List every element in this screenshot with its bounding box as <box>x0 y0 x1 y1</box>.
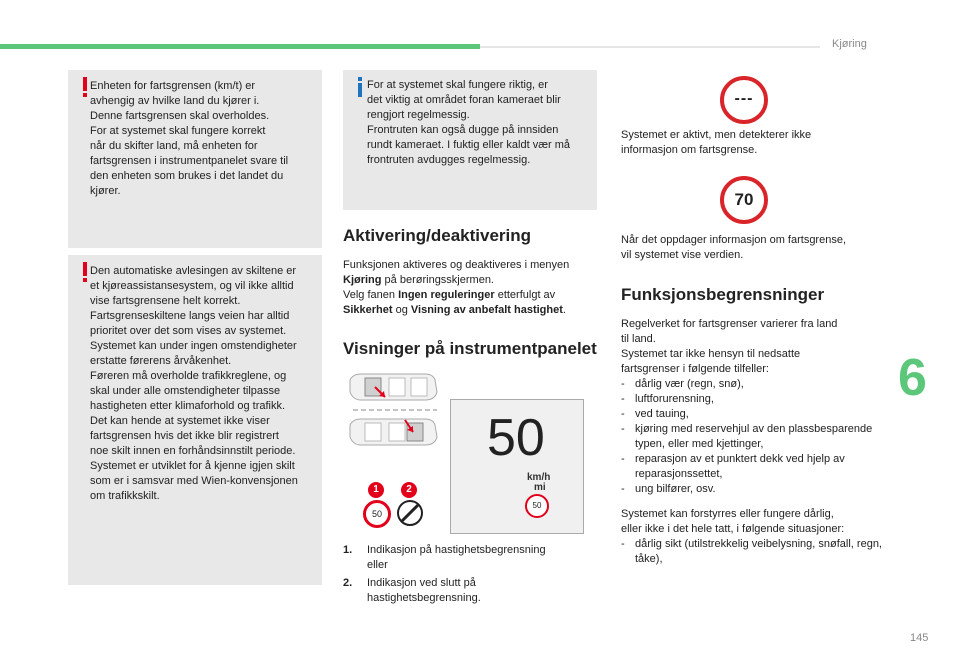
warning-line: prioritet over det som vises av systemet. <box>90 325 287 337</box>
warning-line: om trafikkskilt. <box>90 490 160 502</box>
text-line: Regelverket for fartsgrenser varierer fra land <box>621 318 838 330</box>
warning-line: noe skilt innen en forhåndsinnstilt periode. <box>90 445 296 457</box>
sign-no-limit: --- <box>720 76 768 124</box>
disturb-list <box>621 537 883 567</box>
text-line: Systemet tar ikke hensyn til nedsatte <box>621 348 801 360</box>
activation-line-text: Velg fanen <box>343 289 399 301</box>
list-item: - ung bilfører, osv. <box>621 482 883 497</box>
warning-line: Systemet er utviklet for å kjenne igjen skilt <box>90 460 295 472</box>
page-number: 145 <box>910 632 929 644</box>
text-line: fartsgrenser i følgende tilfeller: <box>621 363 769 375</box>
info-line: For at systemet skal fungere riktig, er <box>367 79 548 91</box>
list-line: eller <box>367 559 388 571</box>
text-line: Systemet er aktivt, men detekterer ikke <box>621 129 812 141</box>
warning-line: Denne fartsgrensen skal overholdes. <box>90 110 270 122</box>
chapter-number: 6 <box>898 349 927 407</box>
menu-name: Kjøring <box>343 274 382 286</box>
limits-list <box>621 377 883 497</box>
info-box-camera <box>343 70 597 210</box>
info-line: frontruten avdugges regelmessig. <box>367 154 531 166</box>
text-line: vil systemet vise verdien. <box>621 249 744 261</box>
info-line: det viktig at området foran kameraet blir <box>367 94 561 106</box>
section-title: Kjøring <box>832 38 867 50</box>
list-number: 1. <box>343 544 353 556</box>
activation-line <box>343 303 603 318</box>
warning-line: Det kan hende at systemet ikke viser <box>90 415 270 427</box>
warning-line: et kjøreassistansesystem, og vil ikke alltid <box>90 280 294 292</box>
warning-line: når du skifter land, må enheten for <box>90 140 258 152</box>
limits-heading: Funksjonsbegrensninger <box>621 285 825 304</box>
warning-line: hastigheten etter klimaforhold og trafikk. <box>90 400 286 412</box>
warning-line: For at systemet skal fungere korrekt <box>90 125 266 137</box>
speed-limit-sign-display: 50 <box>525 494 549 518</box>
text-line: Når det oppdager informasjon om fartsgrense, <box>621 234 847 246</box>
callout-1: 1 <box>368 482 384 498</box>
warning-line: skal under alle omstendigheter tilpasse <box>90 385 281 397</box>
list-item: - dårlig vær (regn, snø), <box>621 377 883 392</box>
warning-line: avhengig av hvilke land du kjører i. <box>90 95 260 107</box>
info-line: rengjort regelmessig. <box>367 109 470 121</box>
list-line: Indikasjon på hastighetsbegrensning <box>367 544 546 556</box>
speed-value: 50 <box>487 409 545 467</box>
instrument-display <box>450 399 584 534</box>
activation-line: Funksjonen aktiveres og deaktiveres i menyen <box>343 259 570 271</box>
activation-line-text: på berøringsskjermen. <box>381 274 494 286</box>
activation-heading: Aktivering/deaktivering <box>343 226 532 245</box>
warning-line: Enheten for fartsgrensen (km/t) er <box>90 80 256 92</box>
speed-unit-mi: mi <box>534 482 546 493</box>
displays-heading: Visninger på instrumentpanelet <box>343 339 597 358</box>
sign-speed-70: 70 <box>720 176 768 224</box>
warning-line: erstatte førerens årvåkenhet. <box>90 355 232 367</box>
list-item: - ved tauing, <box>621 407 883 422</box>
activation-line-text: . <box>562 304 566 316</box>
end-of-limit-icon <box>396 499 424 527</box>
list-item: - reparasjon av et punktert dekk ved hjelp av reparasjonssettet, <box>621 452 883 482</box>
list-item: - kjøring med reservehjul av den plassbesparende typen, eller med kjettinger, <box>621 422 883 452</box>
warning-line: som er i samsvar med Wien-konvensjonen <box>90 475 298 487</box>
steering-controls-illustration <box>345 370 445 480</box>
warning-line: fartsgrensen hvis det ikke blir registrert <box>90 430 279 442</box>
limits-section <box>621 317 883 567</box>
speed-limit-sign-small: 50 <box>363 500 391 528</box>
header-rule <box>480 46 820 48</box>
speed-unit-kmh: km/h <box>527 472 551 483</box>
warning-line: fartsgrensen i instrumentpanelet svare til <box>90 155 289 167</box>
text-line: eller ikke i det hele tatt, i følgende situasjoner: <box>621 523 845 535</box>
list-number: 2. <box>343 577 353 589</box>
option-name: Sikkerhet <box>343 304 393 316</box>
warning-line: Føreren må overholde trafikkreglene, og <box>90 370 287 382</box>
activation-line <box>343 273 603 288</box>
text-line: informasjon om fartsgrense. <box>621 144 758 156</box>
activation-line <box>343 288 603 303</box>
text-line: Systemet kan forstyrres eller fungere dårlig, <box>621 508 834 520</box>
info-line: rundt kameraet. I fuktig eller kaldt vær må <box>367 139 570 151</box>
warning-line: den enheten som brukes i det landet du <box>90 170 284 182</box>
warning-line: vise fartsgrensene helt korrekt. <box>90 295 241 307</box>
warning-box-reading <box>68 255 322 585</box>
list-text <box>367 543 546 573</box>
activation-line-text: og <box>392 304 411 316</box>
warning-line: Den automatiske avlesingen av skiltene er <box>90 265 297 277</box>
warning-line: Fartsgrenseskiltene langs veien har alltid <box>90 310 290 322</box>
detect-text <box>621 233 891 263</box>
option-name: Visning av anbefalt hastighet <box>410 304 563 316</box>
list-line: hastighetsbegrensning. <box>367 592 481 604</box>
callout-2: 2 <box>401 482 417 498</box>
activation-line-text: etterfulgt av <box>494 289 556 301</box>
header-accent-bar <box>0 44 480 49</box>
active-text <box>621 128 891 158</box>
list-text <box>367 576 481 606</box>
list-item: - dårlig sikt (utilstrekkelig veibelysning, snøfall, regn, tåke), <box>621 537 883 567</box>
warning-line: Systemet kan under ingen omstendigheter <box>90 340 297 352</box>
tab-name: Ingen reguleringer <box>398 289 495 301</box>
list-item: - luftforurensning, <box>621 392 883 407</box>
info-line: Frontruten kan også dugge på innsiden <box>367 124 559 136</box>
text-line: til land. <box>621 333 656 345</box>
list-line: Indikasjon ved slutt på <box>367 577 476 589</box>
warning-line: kjører. <box>90 185 121 197</box>
warning-box-unit <box>68 70 322 248</box>
activation-text <box>343 258 603 318</box>
